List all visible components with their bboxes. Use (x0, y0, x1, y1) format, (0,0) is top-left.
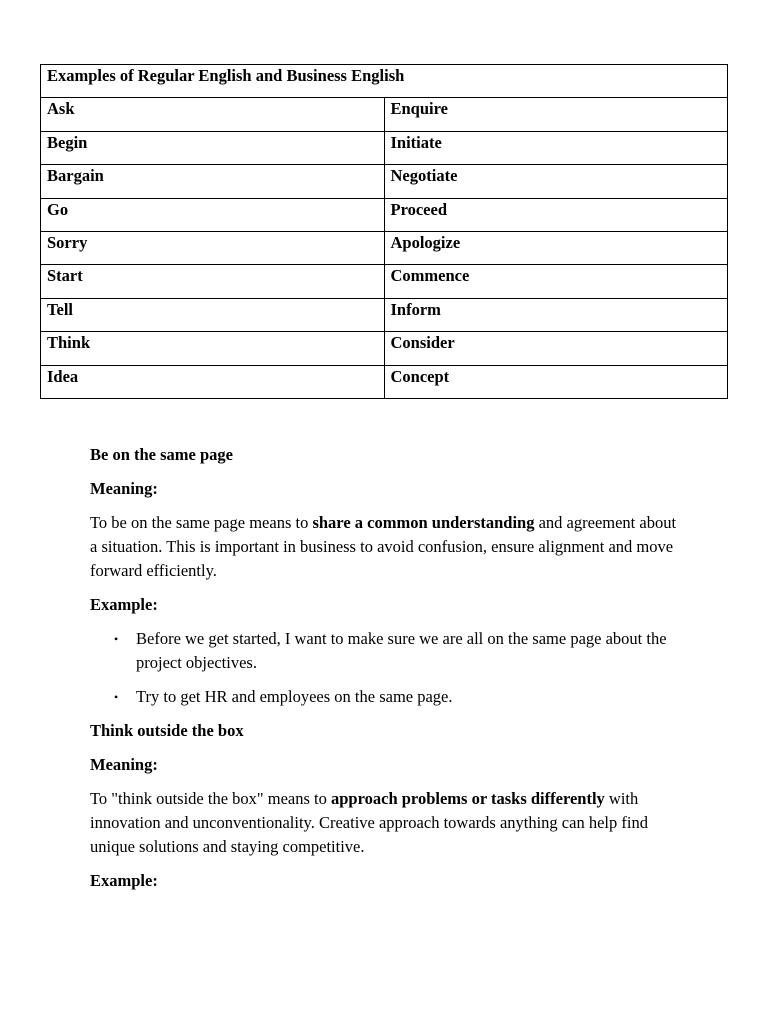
table-row (41, 98, 728, 131)
section-title: Think outside the box (90, 721, 244, 740)
business-word-cell: Initiate (384, 131, 728, 164)
example-text: Before we get started, I want to make sure we are all on the same page about the project objectives. (136, 629, 667, 672)
example-label: Example: (90, 871, 158, 890)
business-word-cell: Inform (384, 298, 728, 331)
idioms-content (90, 443, 686, 903)
list-item (114, 627, 686, 675)
regular-word-cell: Idea (41, 365, 385, 398)
example-label: Example: (90, 595, 158, 614)
business-word-cell: Enquire (384, 98, 728, 131)
table-caption: Examples of Regular English and Business English (41, 65, 728, 98)
meaning-paragraph (90, 787, 686, 859)
vocabulary-table (40, 64, 728, 399)
table-row (41, 231, 728, 264)
regular-word-cell: Ask (41, 98, 385, 131)
regular-word-cell: Begin (41, 131, 385, 164)
business-word-cell: Proceed (384, 198, 728, 231)
table-row (41, 365, 728, 398)
table-row (41, 332, 728, 365)
bullet-icon: • (114, 690, 119, 704)
regular-word-cell: Think (41, 332, 385, 365)
business-word-cell: Commence (384, 265, 728, 298)
meaning-text: To "think outside the box" means to (90, 789, 331, 808)
business-word-cell: Apologize (384, 231, 728, 264)
meaning-label: Meaning: (90, 755, 158, 774)
meaning-emphasis: approach problems or tasks differently (331, 789, 605, 808)
meaning-text: To be on the same page means to (90, 513, 313, 532)
regular-word-cell: Go (41, 198, 385, 231)
bullet-icon: • (114, 632, 119, 646)
table-caption-row (41, 65, 728, 98)
meaning-label: Meaning: (90, 479, 158, 498)
table-row (41, 165, 728, 198)
section-title: Be on the same page (90, 445, 233, 464)
meaning-text: with innovation and unconventionality. Creative approach towards anything can help find unique solutions and staying competitive. (90, 789, 648, 856)
regular-word-cell: Start (41, 265, 385, 298)
list-item (114, 685, 686, 709)
regular-word-cell: Tell (41, 298, 385, 331)
table-row (41, 298, 728, 331)
table-row (41, 131, 728, 164)
business-word-cell: Consider (384, 332, 728, 365)
meaning-text: and agreement about a situation. This is important in business to avoid confusion, ensure alignment and move forward efficiently. (90, 513, 677, 580)
table-row (41, 265, 728, 298)
example-text: Try to get HR and employees on the same page. (136, 687, 453, 706)
example-list (90, 627, 686, 709)
business-word-cell: Concept (384, 365, 728, 398)
business-word-cell: Negotiate (384, 165, 728, 198)
regular-word-cell: Bargain (41, 165, 385, 198)
table-row (41, 198, 728, 231)
regular-word-cell: Sorry (41, 231, 385, 264)
meaning-emphasis: share a common understanding (312, 513, 535, 532)
meaning-paragraph (90, 511, 686, 583)
